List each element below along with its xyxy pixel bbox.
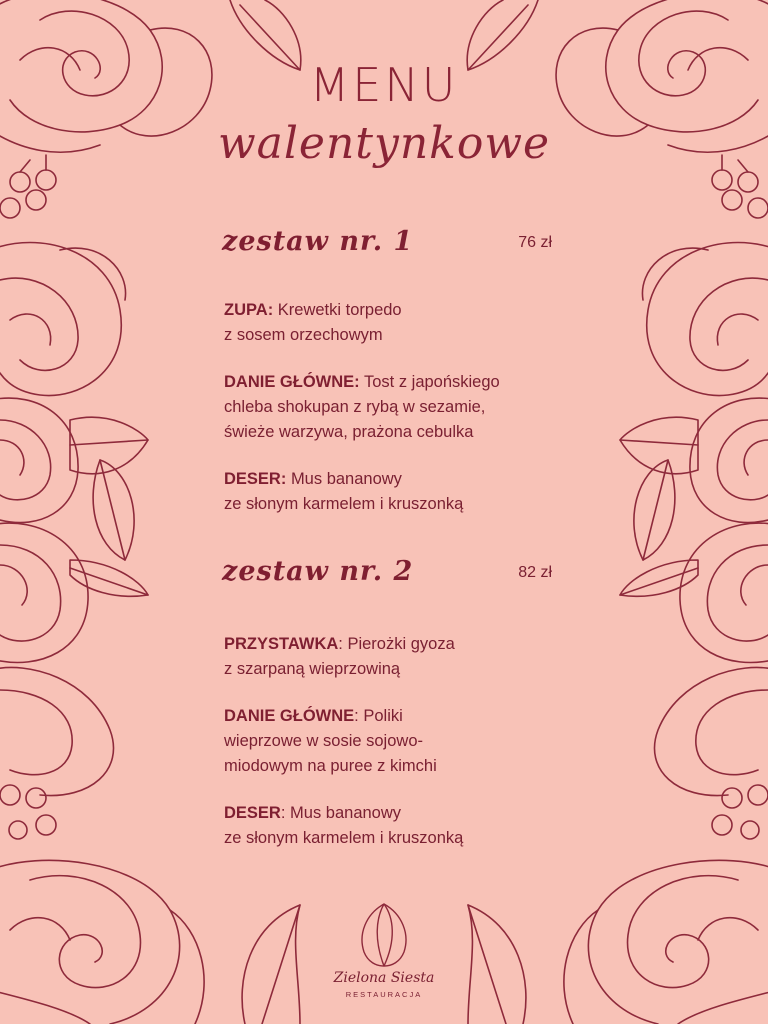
course-text: ze słonym karmelem i kruszonką	[224, 829, 464, 847]
course-label: DESER:	[224, 470, 287, 488]
menu-title: MENU	[309, 58, 459, 112]
logo-name: Zielona Siesta	[333, 970, 435, 986]
set-1-header	[222, 226, 552, 266]
set-1-course-main	[224, 370, 554, 445]
course-label: DESER	[224, 804, 281, 822]
course-text: Krewetki torpedo	[277, 301, 402, 319]
set-1-price: 76 zł	[518, 234, 552, 251]
course-text: : Pierożki gyoza	[338, 635, 455, 653]
course-text: miodowym na puree z kimchi	[224, 757, 437, 775]
menu-subtitle: walentynkowe	[217, 118, 551, 169]
logo-leaf-icon	[318, 896, 450, 1004]
set-1-course-soup	[224, 298, 554, 348]
set-2-header	[222, 556, 552, 596]
course-text: : Poliki	[354, 707, 403, 725]
set-2-name: zestaw nr. 2	[222, 556, 414, 587]
course-text: świeże warzywa, prażona cebulka	[224, 423, 474, 441]
course-label: DANIE GŁÓWNE:	[224, 373, 360, 391]
course-text: chleba shokupan z rybą w sezamie,	[224, 398, 486, 416]
set-2-course-starter	[224, 632, 554, 682]
course-text: wieprzowe w sosie sojowo-	[224, 732, 423, 750]
berry-ornament-icon	[0, 155, 56, 839]
course-label: PRZYSTAWKA	[224, 635, 339, 653]
logo-subtitle: RESTAURACJA	[345, 990, 423, 999]
course-text: Mus bananowy	[290, 470, 402, 488]
set-2-course-dessert	[224, 801, 554, 851]
set-2-price: 82 zł	[518, 564, 552, 581]
set-1-course-dessert	[224, 467, 554, 517]
set-2-course-main	[224, 704, 554, 779]
course-text: : Mus bananowy	[280, 804, 402, 822]
set-1-name: zestaw nr. 1	[222, 226, 414, 257]
course-label: DANIE GŁÓWNE	[224, 707, 355, 725]
course-text: z sosem orzechowym	[224, 326, 383, 344]
course-text: ze słonym karmelem i kruszonką	[224, 495, 464, 513]
course-text: z szarpaną wieprzowiną	[224, 660, 401, 678]
course-label: ZUPA:	[224, 301, 274, 319]
course-text: Tost z japońskiego	[363, 373, 500, 391]
